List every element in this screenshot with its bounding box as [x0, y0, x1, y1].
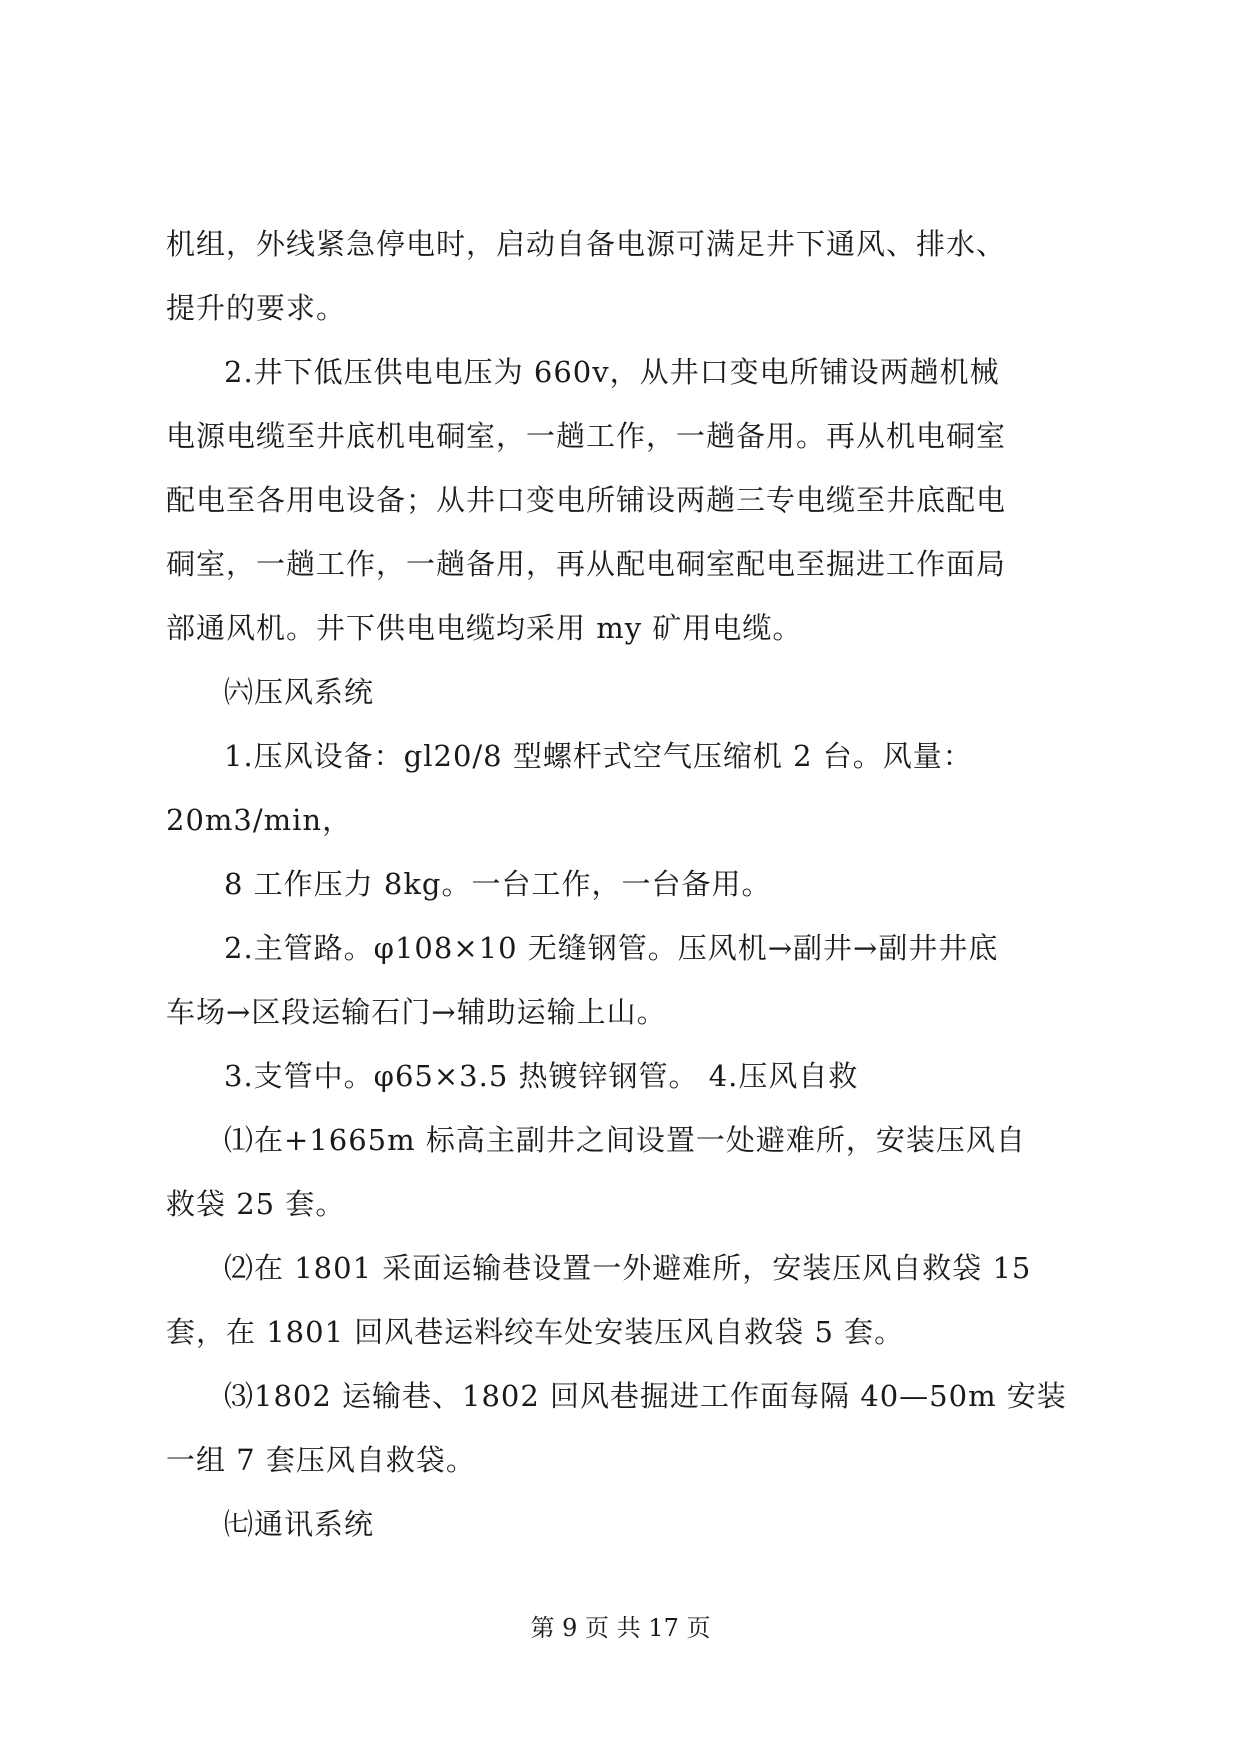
- text-line: 车场→区段运输石门→辅助运输上山。: [166, 995, 667, 1029]
- text-line: 套，在 1801 回风巷运料绞车处安装压风自救袋 5 套。: [166, 1315, 905, 1349]
- text-line: ⑶1802 运输巷、1802 回风巷掘进工作面每隔 40—50m 安装: [224, 1379, 1067, 1413]
- text-line: 8 工作压力 8kg。一台工作，一台备用。: [224, 867, 772, 901]
- text-line: 2.主管路。φ108×10 无缝钢管。压风机→副井→副井井底: [224, 931, 999, 965]
- text-line: 部通风机。井下供电电缆均采用 my 矿用电缆。: [166, 611, 803, 645]
- body-text: [166, 226, 1086, 1570]
- section-heading: ㈥压风系统: [224, 675, 375, 709]
- text-line: 20m3/min，: [166, 803, 353, 837]
- text-line: ⑴在+1665m 标高主副井之间设置一处避难所，安装压风自: [224, 1123, 1026, 1157]
- text-line: 硐室，一趟工作，一趟备用，再从配电硐室配电至掘进工作面局: [166, 547, 1007, 581]
- text-line: 电源电缆至井底机电硐室，一趟工作，一趟备用。再从机电硐室: [166, 419, 1007, 453]
- text-line: 1.压风设备：gl20/8 型螺杆式空气压缩机 2 台。风量：: [224, 739, 973, 773]
- text-line: 配电至各用电设备；从井口变电所铺设两趟三专电缆至井底配电: [166, 483, 1007, 517]
- text-line: ⑵在 1801 采面运输巷设置一外避难所，安装压风自救袋 15: [224, 1251, 1032, 1285]
- section-heading: ㈦通讯系统: [224, 1507, 375, 1541]
- text-line: 提升的要求。: [166, 291, 347, 325]
- text-line: 一组 7 套压风自救袋。: [166, 1443, 476, 1477]
- text-line: 机组，外线紧急停电时，启动自备电源可满足井下通风、排水、: [166, 227, 1007, 261]
- text-line: 3.支管中。φ65×3.5 热镀锌钢管。 4.压风自救: [224, 1059, 859, 1093]
- page-number-footer: 第 9 页 共 17 页: [530, 1614, 711, 1642]
- text-line: 2.井下低压供电电压为 660v，从井口变电所铺设两趟机械: [224, 355, 1000, 389]
- text-line: 救袋 25 套。: [166, 1187, 346, 1221]
